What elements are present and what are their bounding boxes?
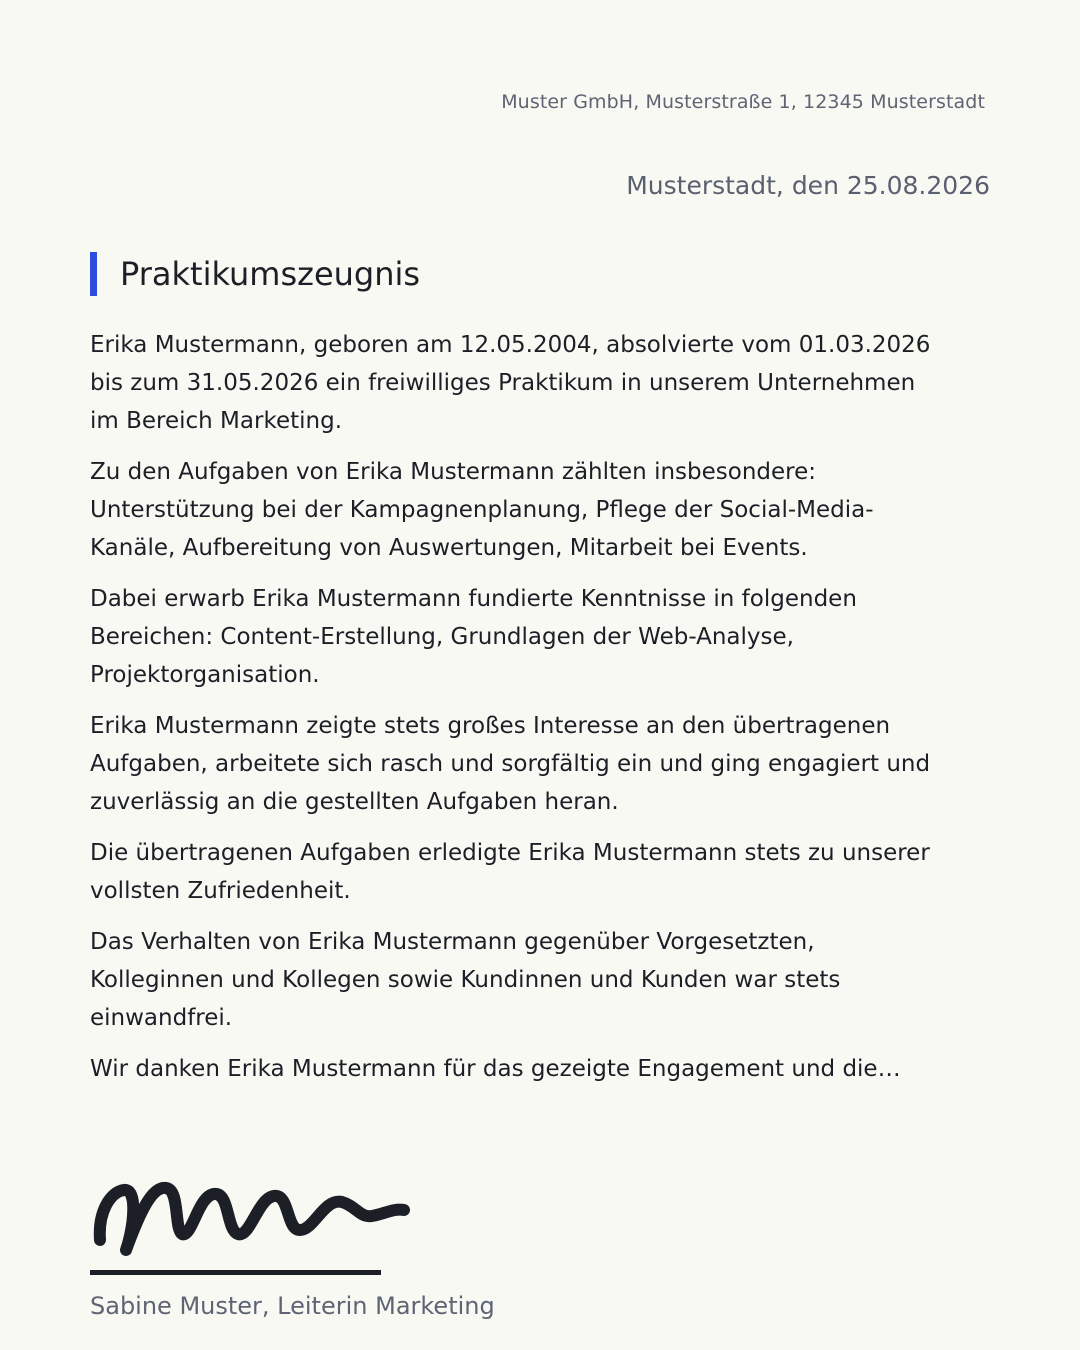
paragraph-skills: Dabei erwarb Erika Mustermann fundierte Kenntnisse in folgenden Bereichen: Content-Erstellung, Grundlagen der Web-Analyse, Projektorganisation. bbox=[90, 586, 857, 688]
handwritten-signature bbox=[88, 1172, 418, 1264]
letter-body bbox=[90, 326, 940, 1101]
document-title: Praktikumszeugnis bbox=[120, 255, 421, 293]
sender-address: Muster GmbH, Musterstraße 1, 12345 Musterstadt bbox=[501, 91, 985, 113]
paragraph-tasks: Zu den Aufgaben von Erika Mustermann zählten insbesondere: Unterstützung bei der Kampagnenplanung, Pflege der Social-Media-Kanäle, Aufbereitung von Auswertungen, Mitarbeit bei Events. bbox=[90, 459, 874, 561]
paragraph-engagement: Erika Mustermann zeigte stets großes Interesse an den übertragenen Aufgaben, arbeitete sich rasch und sorgfältig ein und ging engagiert und zuverlässig an die gestellten Aufgaben heran. bbox=[90, 713, 931, 815]
signature-line bbox=[90, 1270, 381, 1275]
paragraph-conduct: Das Verhalten von Erika Mustermann gegenüber Vorgesetzten, Kolleginnen und Kollegen sowie Kundinnen und Kunden war stets einwandfrei. bbox=[90, 929, 841, 1031]
paragraph-intro: Erika Mustermann, geboren am 12.05.2004, absolvierte vom 01.03.2026 bis zum 31.05.2026 ein freiwilliges Praktikum in unserem Unternehmen im Bereich Marketing. bbox=[90, 332, 931, 434]
paragraph-closing: Wir danken Erika Mustermann für das gezeigte Engagement und die… bbox=[90, 1056, 901, 1082]
paragraph-performance: Die übertragenen Aufgaben erledigte Erika Mustermann stets zu unserer vollsten Zufriedenheit. bbox=[90, 840, 930, 904]
title-accent-bar bbox=[90, 252, 97, 296]
title-block bbox=[90, 252, 420, 296]
letter-date: Musterstadt, den 25.08.2026 bbox=[626, 171, 990, 200]
signer-name: Sabine Muster, Leiterin Marketing bbox=[90, 1292, 495, 1320]
